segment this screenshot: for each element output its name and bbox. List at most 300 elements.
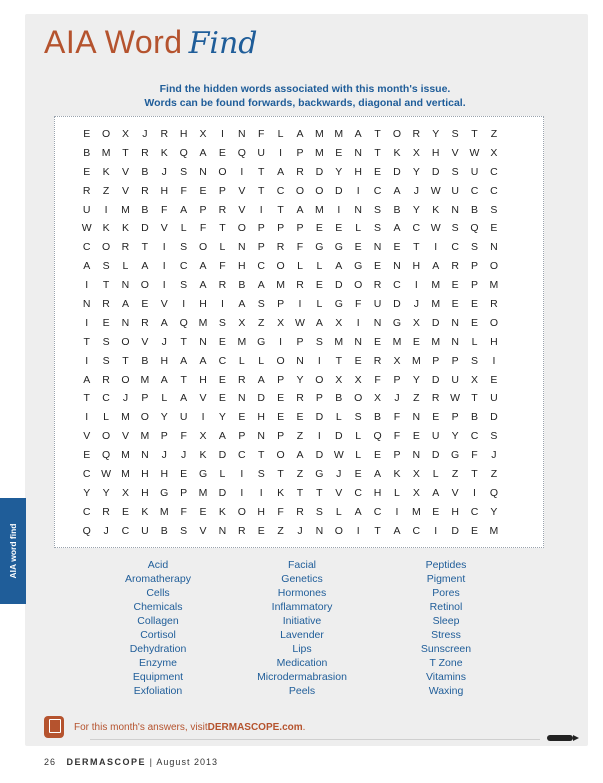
grid-letter: N [373, 316, 382, 329]
grid-letter: U [141, 524, 149, 537]
grid-letter: A [180, 203, 188, 216]
grid-letter: R [218, 203, 227, 216]
grid-letter: D [315, 449, 324, 462]
grid-letter: O [334, 524, 343, 537]
grid-letter: V [199, 392, 207, 405]
word-list-item: Hormones [277, 587, 327, 599]
grid-letter: J [122, 392, 129, 405]
grid-letter: X [199, 430, 207, 443]
grid-letter: I [240, 468, 244, 481]
grid-letter: H [160, 354, 169, 367]
word-list-item: Aromatherapy [125, 573, 191, 585]
grid-letter: B [83, 146, 91, 159]
word-list-column-2 [230, 558, 374, 698]
word-list-item: Retinol [429, 601, 463, 613]
grid-letter: P [277, 298, 285, 311]
grid-letter: K [393, 468, 401, 481]
grid-letter: S [102, 354, 110, 367]
grid-letter: M [159, 505, 169, 518]
grid-letter: N [121, 279, 130, 292]
word-search-grid [77, 125, 504, 541]
grid-letter: A [432, 486, 440, 499]
grid-letter: Z [490, 468, 498, 481]
grid-letter: G [334, 241, 343, 254]
grid-letter: E [412, 335, 420, 348]
grid-letter: G [315, 241, 324, 254]
grid-letter: U [470, 165, 479, 178]
grid-letter: X [393, 354, 401, 367]
grid-letter: T [277, 203, 284, 216]
answers-note-period: . [302, 721, 306, 733]
grid-letter: H [160, 468, 169, 481]
grid-letter: R [141, 316, 149, 329]
title-script: Find [188, 26, 258, 61]
word-list-item: Lavender [280, 629, 324, 641]
word-list-item: Inflammatory [271, 601, 333, 613]
grid-letter: F [180, 505, 187, 518]
grid-letter: P [160, 430, 168, 443]
grid-letter: K [218, 505, 226, 518]
grid-letter: Z [102, 184, 110, 197]
grid-letter: S [451, 165, 459, 178]
grid-letter: E [393, 241, 401, 254]
grid-letter: Y [102, 486, 110, 499]
grid-letter: X [490, 146, 498, 159]
grid-letter: A [83, 373, 91, 386]
grid-letter: H [373, 486, 382, 499]
word-list-item: Cells [146, 587, 170, 599]
grid-letter: D [315, 165, 324, 178]
grid-letter: N [238, 128, 246, 140]
word-list-item: Sunscreen [420, 643, 472, 655]
grid-letter: V [238, 203, 246, 216]
grid-letter: D [334, 184, 343, 197]
grid-letter: V [335, 486, 343, 499]
grid-letter: D [334, 430, 343, 443]
grid-letter: C [412, 222, 421, 235]
grid-letter: A [238, 298, 246, 311]
grid-letter: R [160, 128, 169, 140]
grid-letter: O [315, 373, 324, 386]
grid-letter: D [393, 298, 401, 311]
grid-letter: X [471, 373, 479, 386]
grid-letter: S [490, 203, 498, 216]
grid-letter: T [335, 354, 342, 367]
grid-letter: M [121, 449, 130, 462]
grid-letter: M [431, 279, 441, 292]
grid-letter: M [489, 279, 499, 292]
grid-letter: B [471, 411, 479, 424]
grid-letter: X [121, 128, 129, 140]
side-tab-label: AIA word find [8, 523, 18, 579]
page-number: 26 [44, 757, 57, 767]
grid-letter: O [392, 128, 402, 140]
grid-letter: D [451, 524, 459, 537]
grid-letter: O [276, 449, 285, 462]
grid-letter: V [121, 184, 129, 197]
grid-letter: L [394, 486, 400, 499]
grid-letter: J [103, 524, 109, 537]
grid-letter: L [471, 335, 478, 348]
grid-letter: N [141, 449, 149, 462]
grid-letter: F [219, 260, 226, 273]
grid-letter: A [393, 222, 401, 235]
grid-letter: N [199, 335, 207, 348]
grid-letter: N [238, 241, 246, 254]
grid-letter: I [395, 505, 399, 518]
grid-letter: T [296, 486, 304, 499]
footer-divider [90, 739, 540, 740]
grid-letter: Q [373, 430, 382, 443]
word-list-item: T Zone [429, 657, 463, 669]
grid-letter: V [451, 146, 459, 159]
grid-letter: B [393, 203, 401, 216]
grid-letter: S [471, 354, 479, 367]
grid-letter: P [471, 260, 479, 273]
grid-letter: H [199, 373, 207, 386]
grid-letter: S [180, 165, 188, 178]
grid-letter: R [296, 392, 304, 405]
grid-letter: N [451, 203, 459, 216]
grid-letter: J [181, 449, 187, 462]
grid-letter: O [276, 354, 285, 367]
grid-letter: F [471, 449, 478, 462]
grid-letter: P [180, 486, 188, 499]
grid-letter: O [315, 184, 324, 197]
grid-letter: E [315, 279, 323, 292]
grid-letter: D [218, 449, 227, 462]
grid-letter: K [393, 146, 401, 159]
grid-letter: E [277, 411, 285, 424]
grid-letter: O [102, 241, 111, 254]
grid-letter: P [432, 354, 440, 367]
word-list-item: Equipment [132, 671, 184, 683]
grid-letter: X [412, 316, 420, 329]
grid-letter: Z [258, 316, 265, 329]
grid-letter: T [258, 184, 265, 197]
grid-letter: E [432, 411, 440, 424]
grid-letter: C [82, 505, 91, 518]
word-list-item: Cortisol [140, 629, 176, 641]
grid-letter: R [490, 298, 498, 311]
grid-letter: T [83, 335, 90, 348]
grid-letter: A [199, 260, 207, 273]
grid-letter: T [258, 449, 265, 462]
answers-site-link[interactable]: DERMASCOPE.com [207, 721, 303, 733]
grid-letter: U [82, 203, 91, 216]
grid-letter: L [335, 505, 342, 518]
grid-letter: P [199, 203, 207, 216]
grid-letter: J [161, 335, 167, 348]
grid-letter: T [83, 392, 90, 405]
grid-letter: C [276, 184, 285, 197]
grid-letter: A [277, 165, 285, 178]
grid-letter: R [373, 354, 382, 367]
grid-letter: K [277, 486, 285, 499]
grid-letter: G [315, 468, 324, 481]
grid-letter: N [451, 335, 459, 348]
grid-letter: L [122, 260, 129, 273]
word-list-item: Dehydration [129, 643, 187, 655]
grid-letter: I [492, 354, 496, 367]
grid-letter: E [490, 222, 498, 235]
grid-letter: E [121, 505, 129, 518]
grid-letter: M [140, 430, 150, 443]
word-list-item: Pigment [426, 573, 466, 585]
grid-letter: T [471, 392, 478, 405]
grid-letter: N [121, 316, 130, 329]
grid-letter: Z [413, 392, 420, 405]
word-list-item: Stress [431, 629, 461, 641]
grid-letter: K [121, 222, 129, 235]
pen-icon [547, 735, 573, 741]
grid-letter: L [219, 241, 226, 254]
grid-letter: E [490, 373, 498, 386]
grid-letter: P [296, 222, 304, 235]
grid-letter: L [297, 260, 303, 273]
grid-letter: R [102, 298, 110, 311]
grid-letter: O [295, 184, 305, 197]
grid-letter: A [296, 203, 304, 216]
grid-letter: Y [412, 373, 420, 386]
grid-letter: D [141, 222, 149, 235]
grid-letter: A [257, 373, 265, 386]
grid-letter: E [354, 241, 362, 254]
grid-letter: E [471, 524, 479, 537]
grid-letter: X [412, 486, 420, 499]
grid-letter: I [104, 203, 108, 216]
grid-letter: A [199, 146, 207, 159]
grid-letter: D [431, 449, 440, 462]
grid-letter: W [295, 316, 305, 329]
word-list-item: Acid [147, 559, 169, 571]
shopping-bag-icon [44, 716, 64, 738]
grid-letter: Q [470, 222, 479, 235]
grid-letter: N [82, 298, 91, 311]
grid-letter: C [393, 279, 401, 292]
grid-letter: W [101, 468, 112, 481]
grid-letter: M [315, 203, 324, 216]
grid-letter: D [218, 486, 227, 499]
grid-letter: M [315, 146, 324, 159]
word-list-item: Genetics [281, 573, 323, 585]
word-list-item: Sleep [432, 615, 460, 627]
grid-letter: P [393, 373, 401, 386]
grid-letter: C [470, 430, 479, 443]
grid-letter: I [337, 203, 341, 216]
grid-letter: E [374, 165, 382, 178]
grid-letter: N [199, 165, 207, 178]
grid-letter: N [354, 146, 362, 159]
instructions-line-2: Words can be found forwards, backwards, diagonal and vertical. [144, 97, 466, 109]
grid-letter: V [141, 335, 149, 348]
grid-letter: U [373, 298, 382, 311]
grid-letter: H [141, 468, 149, 481]
grid-letter: I [356, 316, 360, 329]
grid-letter: P [277, 222, 285, 235]
word-search-grid-box [54, 116, 544, 548]
grid-letter: M [101, 146, 111, 159]
word-list-item: Chemicals [133, 601, 183, 613]
issue-date: August 2013 [156, 757, 218, 767]
grid-letter: E [374, 260, 382, 273]
grid-letter: O [354, 279, 363, 292]
grid-letter: I [356, 524, 360, 537]
grid-letter: E [180, 468, 188, 481]
grid-letter: A [199, 279, 207, 292]
grid-letter: A [393, 184, 401, 197]
grid-letter: X [335, 373, 343, 386]
page-title [44, 24, 258, 70]
grid-letter: I [240, 486, 244, 499]
grid-letter: A [160, 373, 168, 386]
grid-letter: I [162, 279, 166, 292]
grid-letter: C [373, 184, 382, 197]
grid-letter: C [257, 260, 265, 273]
grid-letter: Y [451, 430, 459, 443]
grid-letter: P [471, 279, 479, 292]
grid-letter: M [411, 505, 421, 518]
grid-letter: K [199, 449, 207, 462]
grid-letter: W [81, 222, 92, 235]
grid-letter: C [490, 165, 498, 178]
instructions [60, 82, 550, 110]
grid-letter: D [490, 411, 498, 424]
grid-letter: R [121, 241, 130, 254]
grid-letter: H [490, 335, 498, 348]
word-list-item: Exfoliation [133, 685, 183, 697]
title-main: AIA Word [44, 24, 183, 60]
grid-letter: M [198, 316, 208, 329]
grid-letter: R [296, 505, 304, 518]
grid-letter: N [412, 411, 421, 424]
grid-letter: O [218, 165, 227, 178]
grid-letter: B [141, 165, 149, 178]
grid-letter: L [316, 298, 323, 311]
grid-letter: U [451, 184, 459, 197]
grid-letter: B [160, 524, 168, 537]
grid-letter: H [238, 260, 246, 273]
grid-letter: S [257, 468, 265, 481]
grid-letter: T [316, 486, 323, 499]
grid-letter: P [277, 430, 285, 443]
word-list-item: Enzyme [139, 657, 177, 669]
word-list-column-1 [86, 558, 230, 698]
grid-letter: Y [412, 203, 420, 216]
grid-letter: M [237, 335, 247, 348]
grid-letter: V [160, 298, 168, 311]
grid-letter: I [317, 354, 321, 367]
grid-letter: C [490, 184, 498, 197]
grid-letter: U [179, 411, 188, 424]
grid-letter: H [257, 411, 265, 424]
grid-letter: C [179, 260, 188, 273]
grid-letter: H [257, 505, 265, 518]
grid-letter: G [451, 449, 460, 462]
grid-letter: X [238, 316, 246, 329]
grid-letter: S [374, 222, 382, 235]
grid-letter: O [237, 505, 246, 518]
grid-letter: I [259, 203, 263, 216]
grid-letter: L [103, 411, 109, 424]
grid-letter: C [238, 449, 246, 462]
grid-letter: O [354, 392, 363, 405]
grid-letter: L [355, 430, 362, 443]
grid-letter: I [279, 335, 283, 348]
grid-letter: R [373, 279, 382, 292]
grid-letter: M [489, 524, 499, 537]
grid-letter: I [220, 298, 224, 311]
grid-letter: Y [432, 128, 440, 140]
grid-letter: T [374, 146, 381, 159]
grid-letter: E [218, 392, 226, 405]
grid-letter: E [374, 449, 382, 462]
grid-letter: Y [490, 505, 498, 518]
word-list-item: Lips [292, 643, 312, 655]
answers-note-text: For this month's answers, visit [74, 721, 208, 733]
grid-letter: T [471, 468, 478, 481]
grid-letter: M [121, 411, 130, 424]
grid-letter: A [354, 505, 362, 518]
grid-letter: P [141, 392, 149, 405]
grid-letter: V [121, 430, 129, 443]
grid-letter: R [296, 165, 304, 178]
grid-letter: L [355, 222, 362, 235]
grid-letter: P [238, 430, 246, 443]
grid-letter: W [430, 184, 441, 197]
grid-letter: L [258, 354, 265, 367]
grid-letter: A [393, 524, 401, 537]
grid-letter: W [333, 449, 344, 462]
grid-letter: I [220, 128, 224, 140]
grid-letter: U [257, 146, 265, 159]
grid-letter: E [199, 184, 207, 197]
grid-letter: R [276, 241, 285, 254]
grid-letter: G [198, 468, 208, 481]
grid-letter: P [257, 222, 265, 235]
grid-letter: I [279, 146, 283, 159]
word-list-item: Microdermabrasion [257, 671, 347, 683]
grid-letter: X [335, 316, 343, 329]
grid-letter: M [392, 335, 402, 348]
grid-letter: M [431, 298, 441, 311]
grid-letter: Y [412, 165, 420, 178]
grid-letter: X [412, 146, 420, 159]
grid-letter: O [198, 241, 208, 254]
grid-letter: S [354, 411, 362, 424]
grid-letter: L [238, 354, 245, 367]
grid-letter: P [315, 392, 323, 405]
grid-letter: F [161, 203, 168, 216]
word-list-item: Medication [276, 657, 328, 669]
grid-letter: D [431, 165, 440, 178]
grid-letter: N [490, 241, 498, 254]
grid-letter: L [355, 449, 362, 462]
grid-letter: N [296, 354, 304, 367]
grid-letter: Y [83, 486, 91, 499]
grid-letter: I [414, 279, 418, 292]
grid-letter: L [161, 392, 168, 405]
grid-letter: K [432, 203, 440, 216]
grid-letter: Q [179, 316, 188, 329]
grid-letter: H [141, 486, 149, 499]
grid-letter: J [413, 184, 419, 197]
grid-letter: T [258, 165, 265, 178]
grid-letter: Y [218, 411, 226, 424]
page-folio [44, 757, 218, 767]
grid-letter: O [140, 279, 149, 292]
grid-letter: A [296, 128, 304, 140]
